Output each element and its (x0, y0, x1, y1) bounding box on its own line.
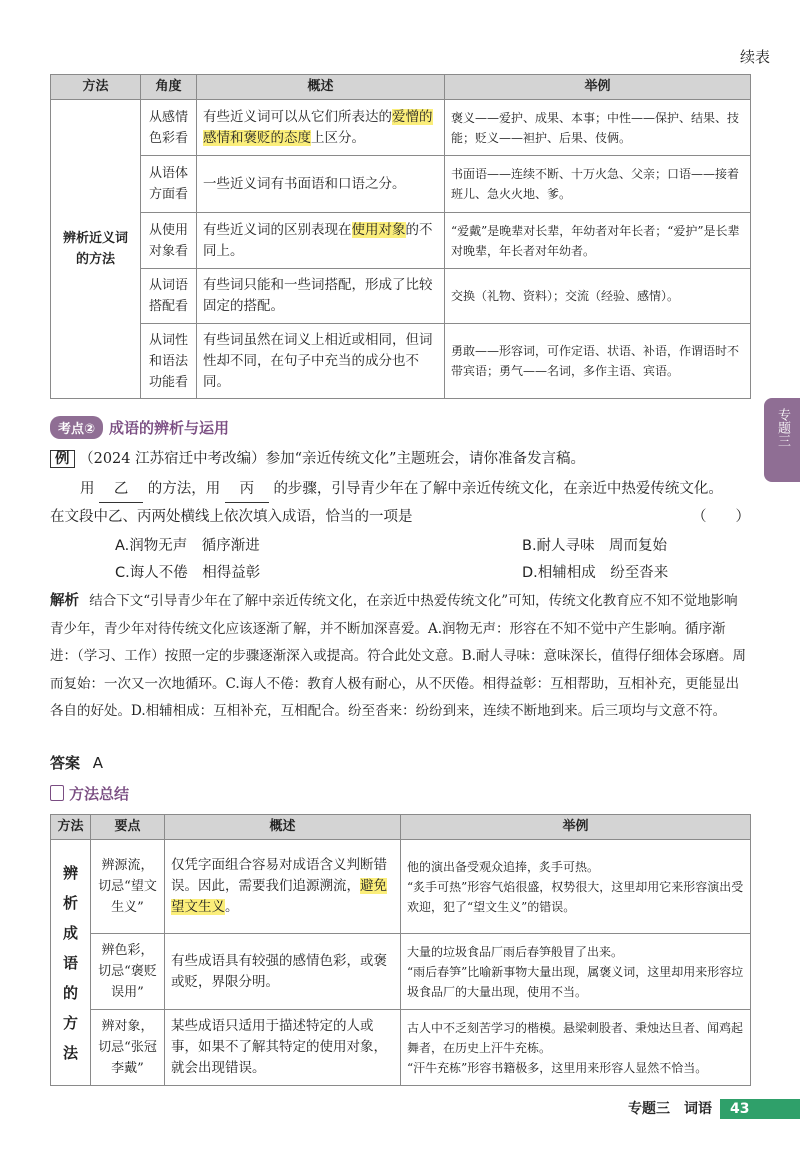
idiom-method-table (50, 814, 751, 1086)
summary-text: 有些近义词可以从它们所表达的 (203, 108, 392, 125)
summary-cell (197, 213, 445, 269)
summary-cell: 有些成语具有较强的感情色彩，或褒或贬，界限分明。 (165, 934, 401, 1010)
example-label: 例 (50, 450, 75, 468)
header-method: 方法 (51, 75, 141, 100)
option-a: A.润物无声 循序渐进 (115, 538, 260, 554)
highlight-text: 爱憎的感情和褒贬的态度 (203, 108, 433, 146)
table-header-row (51, 815, 751, 840)
example-cell (401, 840, 751, 934)
continued-label: 续表 (739, 48, 770, 66)
angle-cell: 从词语搭配看 (141, 269, 197, 324)
point-cell: 辨对象，切忌“张冠李戴” (91, 1010, 165, 1086)
example-cell (401, 1010, 751, 1086)
summary-cell: 某些成语只适用于描述特定的人或事，如果不了解其特定的使用对象，就会出现错误。 (165, 1010, 401, 1086)
angle-cell: 从词性和语法功能看 (141, 324, 197, 399)
page-footer (628, 1098, 800, 1119)
point-cell: 辨源流，切忌“望文生义” (91, 840, 165, 934)
summary-cell (197, 100, 445, 156)
angle-cell: 从使用对象看 (141, 213, 197, 269)
header-summary: 概述 (197, 75, 445, 100)
kaodian-title: 成语的辨析与运用 (109, 419, 230, 437)
example-intro-text: （2024 江苏宿迁中考改编）参加“亲近传统文化”主题班会，请你准备发言稿。 (79, 451, 585, 467)
clipboard-check-icon (50, 785, 64, 801)
answer-label: 答案 (50, 754, 81, 772)
highlight-text: 避免望文生义 (171, 878, 387, 915)
analysis-block (50, 588, 750, 726)
summary-text: 仅凭字面组合容易对成语含义判断错误。因此，需要我们追源溯流， (171, 857, 387, 894)
table-row (51, 156, 751, 213)
kaodian-heading (50, 416, 229, 439)
passage-text: 的步骤，引导青少年在了解中亲近传统文化，在亲近中热爱传统文化。 (273, 481, 723, 497)
summary-text: 有些近义词的区别表现在 (203, 221, 352, 238)
summary-text: 。 (225, 899, 239, 915)
point-cell: 辨色彩，切忌“褒贬误用” (91, 934, 165, 1010)
example-cell: 褒义——爱护、成果、本事；中性——保护、结果、技能；贬义——袒护、后果、伎俩。 (445, 100, 751, 156)
example-explanation: “汗牛充栋”形容书籍极多，这里用来形容人显然不恰当。 (407, 1060, 708, 1075)
header-angle: 角度 (141, 75, 197, 100)
header-example: 举例 (401, 815, 751, 840)
table-row (51, 213, 751, 269)
summary-cell: 有些词只能和一些词搭配，形成了比较固定的搭配。 (197, 269, 445, 324)
example-intro (50, 446, 750, 472)
angle-cell: 从语体方面看 (141, 156, 197, 213)
example-cell: 勇敢——形容词，可作定语、状语、补语，作谓语时不带宾语；勇气——名词，多作主语、宾语。 (445, 324, 751, 399)
synonym-method-table (50, 74, 751, 399)
option-b: B.耐人寻味 周而复始 (522, 538, 668, 554)
summary-cell (165, 840, 401, 934)
example-explanation: “炙手可热”形容气焰很盛，权势很大，这里却用它来形容演出受欢迎，犯了“望文生义”的错误。 (407, 879, 744, 914)
summary-text: 上区分。 (311, 129, 365, 146)
analysis-label: 解析 (50, 593, 79, 609)
example-explanation: “雨后春笋”比喻新事物大量出现，属褒义词，这里却用来形容垃圾食品厂的大量出现，使用不当。 (407, 964, 744, 999)
option-c: C.诲人不倦 相得益彰 (115, 565, 261, 581)
blank-bing: 丙 (225, 476, 269, 503)
angle-cell: 从感情色彩看 (141, 100, 197, 156)
header-example: 举例 (445, 75, 751, 100)
table-row (51, 934, 751, 1010)
answer-line (50, 752, 103, 773)
table-row (51, 840, 751, 934)
header-method: 方法 (51, 815, 91, 840)
method-summary-heading (50, 783, 129, 804)
example-passage (50, 476, 750, 503)
example-cell (401, 934, 751, 1010)
answer-paren: （ ） (692, 509, 750, 525)
example-sentence: 他的演出备受观众追捧，炙手可热。 (407, 859, 600, 874)
summary-text: 的不同上。 (203, 221, 433, 259)
highlight-text: 使用对象 (351, 221, 406, 238)
table-header-row (51, 75, 751, 100)
summary-cell: 一些近义词有书面语和口语之分。 (197, 156, 445, 213)
example-sentence: 古人中不乏刻苦学习的楷模。悬梁刺股者、秉烛达旦者、闻鸡起舞者，在历史上汗牛充栋。 (407, 1020, 744, 1055)
header-point: 要点 (91, 815, 165, 840)
page-number: 43 (720, 1099, 800, 1119)
method-cell: 辨析成语的方法 (51, 840, 91, 1086)
section-side-tab (764, 398, 800, 482)
method-cell: 辨析近义词的方法 (51, 100, 141, 399)
example-cell: 交换（礼物、资料）；交流（经验、感情）。 (445, 269, 751, 324)
example-sentence: 大量的垃圾食品厂雨后春笋般冒了出来。 (407, 944, 624, 959)
question-line (50, 504, 750, 530)
option-d: D.相辅相成 纷至沓来 (522, 565, 669, 581)
header-summary: 概述 (165, 815, 401, 840)
answer-value: A (92, 754, 104, 772)
summary-cell: 有些词虽然在词义上相近或相同，但词性却不同，在句子中充当的成分也不同。 (197, 324, 445, 399)
passage-text: 的方法，用 (147, 481, 221, 497)
table-row (51, 1010, 751, 1086)
method-summary-title: 方法总结 (69, 785, 130, 803)
blank-yi: 乙 (99, 476, 143, 503)
side-tab-label: 专题三 (775, 408, 790, 447)
question-text: 在文段中乙、丙两处横线上依次填入成语，恰当的一项是 (50, 509, 413, 525)
table-row (51, 100, 751, 156)
table-row (51, 324, 751, 399)
table-row (51, 269, 751, 324)
footer-section: 专题三 词语 (628, 1101, 712, 1117)
example-cell: “爱戴”是晚辈对长辈，年幼者对年长者；“爱护”是长辈对晚辈，年长者对年幼者。 (445, 213, 751, 269)
kaodian-badge: 考点② (50, 416, 103, 439)
passage-text: 用 (80, 481, 95, 497)
analysis-text: 结合下文“引导青少年在了解中亲近传统文化，在亲近中热爱传统文化”可知，传统文化教育应不知不觉地影响青少年，青少年对待传统文化应该逐渐了解，并不断加深喜爱。A.润物无声：形容在不知不觉中产生影响。循序渐进：（学习、工作）按照一定的步骤逐渐深入或提高。符合此处文意。B.耐人寻味：意味深长，值得仔细体会琢磨。周而复始：一次又一次地循环。C.诲人不倦：教育人极有耐心，从不厌倦。相得益彰：互相帮助，互相补充，更能显出各自的好处。D.相辅相成：互相补充，互相配合。纷至沓来：纷纷到来，连续不断地到来。后三项均与文意不符。 (50, 593, 746, 719)
example-cell: 书面语——连续不断、十万火急、父亲；口语——接着班儿、急火火地、爹。 (445, 156, 751, 213)
